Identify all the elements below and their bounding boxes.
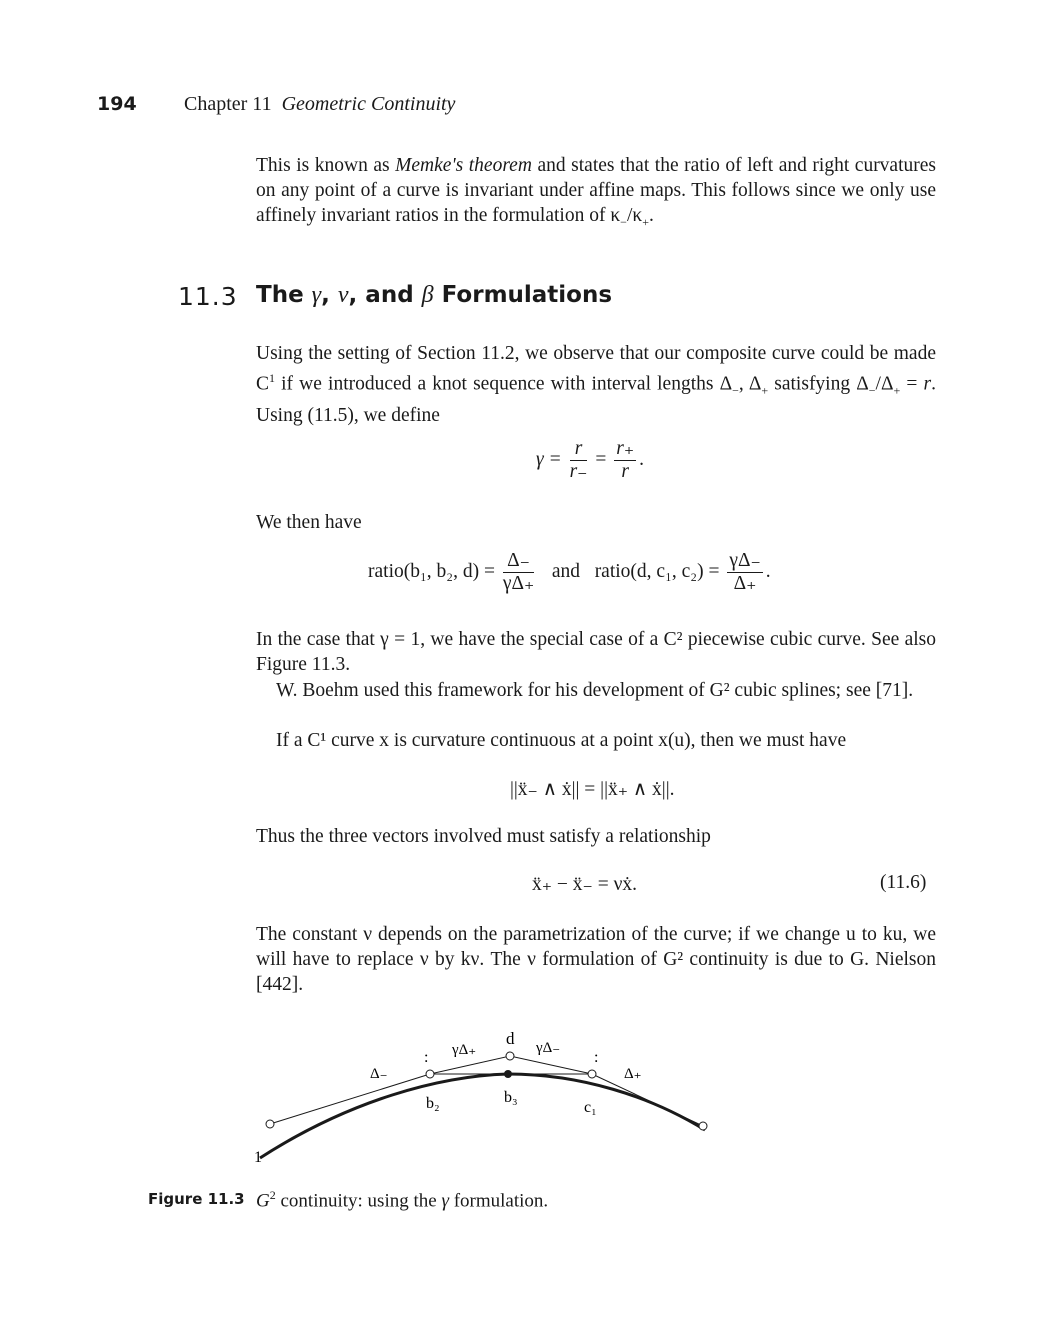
label-delta-minus: Δ₋ [370, 1066, 388, 1082]
junction-point-b3 [504, 1070, 512, 1078]
c1-paragraph: If a C¹ curve x is curvature continuous at a point x(u), then we must have [276, 730, 847, 751]
label-b3: b₃ [504, 1089, 518, 1106]
gamma-equation: γ = $\frac{r}{r_-}$ = $\frac{r_+}{r}$ . [536, 438, 644, 482]
boehm-paragraph: W. Boehm used this framework for his development of G² cubic splines; see [71]. [276, 680, 914, 701]
figure-caption: $G^2$ continuity: using the γ formulation. [256, 1188, 549, 1212]
thus-paragraph: Thus the three vectors involved must satisfy a relationship [256, 826, 711, 847]
running-header [184, 93, 455, 116]
theorem-name: Memke's theorem [395, 155, 532, 176]
label-delta-plus: Δ₊ [624, 1066, 642, 1082]
section-number: 11.3 [178, 282, 238, 311]
control-point-d [506, 1052, 514, 1060]
nu-equation: ẍ₊ − ẍ₋ = νẋ. [532, 874, 638, 895]
norm-equation: ||ẍ₋ ∧ ẋ|| = ||ẍ₊ ∧ ẋ||. [510, 779, 675, 800]
equation-number: (11.6) [880, 872, 927, 893]
chapter-title: Geometric Continuity [281, 93, 456, 115]
label-colon-left: : [424, 1049, 429, 1066]
constant-paragraph: The constant ν depends on the parametrization of the curve; if we change u to ku, we will have to replace ν by kν. The ν formulation of G² continuity is due to G. Nielson [442]. [256, 924, 936, 995]
chapter-label: Chapter 11 [184, 93, 272, 115]
label-gamma-delta-minus: γΔ₋ [536, 1040, 561, 1056]
setting-paragraph: Using the setting of Section 11.2, we observe that our composite curve could be made $C^1$ if we introduced a knot sequence with interval lengths $\Delta_-$, $\Delta_+$ satisfying $\Delta_-/\Delta_+ = r$. Using (11.5), we define [256, 343, 937, 427]
label-d: d [506, 1030, 515, 1048]
we-then-have: We then have [256, 512, 362, 533]
label-colon-right: : [594, 1049, 599, 1066]
control-point [266, 1120, 274, 1128]
control-point-c1 [588, 1070, 596, 1078]
label-gamma-delta-plus: γΔ₊ [452, 1042, 477, 1058]
figure-g2-continuity [240, 1030, 740, 1170]
page-number: 194 [97, 93, 137, 115]
label-one: 1 [254, 1149, 262, 1166]
label-b2: b₂ [426, 1095, 440, 1112]
case-paragraph: In the case that γ = 1, we have the special case of a C² piecewise cubic curve. See also Figure 11.3. [256, 629, 936, 675]
section-title: The γ, ν, and β Formulations [256, 282, 613, 308]
label-c1: c₁ [584, 1099, 597, 1116]
composite-curve [260, 1074, 705, 1158]
control-point-b2 [426, 1070, 434, 1078]
figure-caption-label: Figure 11.3 [148, 1190, 245, 1208]
control-point [699, 1122, 707, 1130]
ratio-equation: ratio(b₁, b₂, d) = $\frac{\Delta_-}{\gamma\Delta_+}$ and ratio(d, c₁, c₂) = $\frac{\gamma\Delta_-}{\Delta_+}$ . [368, 550, 771, 594]
intro-paragraph: This is known as Memke's theorem and states that the ratio of left and right curvatures on any point of a curve is invariant under affine maps. This follows since we only use affinely invariant ratios in the formulation of $\kappa_-/\kappa_+$. [256, 155, 936, 229]
